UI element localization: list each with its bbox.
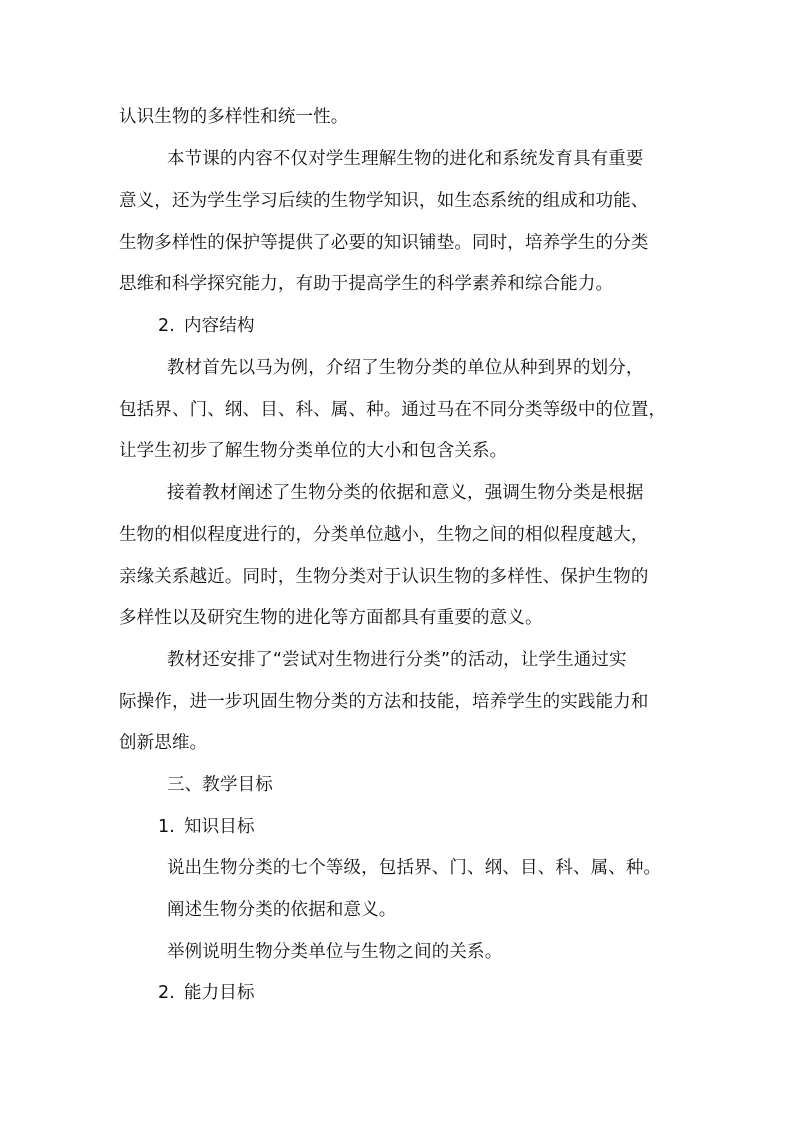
paragraph-line: 生物多样性的保护等提供了必要的知识铺垫。同时，培养学生的分类 — [119, 233, 649, 253]
paragraph-line: 包括界、门、纲、目、科、属、种。通过马在不同分类等级中的位置， — [119, 400, 667, 420]
paragraph-line: 多样性以及研究生物的进化等方面都具有重要的意义。 — [119, 608, 543, 628]
objective-item: 说出生物分类的七个等级，包括界、门、纲、目、科、属、种。 — [167, 858, 662, 878]
paragraph-line: 本节课的内容不仅对学生理解生物的进化和系统发育具有重要 — [167, 149, 644, 169]
paragraph-line: 让学生初步了解生物分类单位的大小和包含关系。 — [119, 441, 508, 461]
paragraph-line: 际操作，进一步巩固生物分类的方法和技能，培养学生的实践能力和 — [119, 692, 649, 712]
heading-number: 2. — [158, 983, 175, 1003]
paragraph-line: 意义，还为学生学习后续的生物学知识，如生态系统的组成和功能、 — [119, 191, 649, 211]
heading-text: 内容结构 — [184, 316, 255, 336]
paragraph-line: 教材还安排了“尝试对生物进行分类”的活动，让学生通过实 — [167, 650, 627, 670]
paragraph-line: 教材首先以马为例，介绍了生物分类的单位从种到界的划分， — [167, 358, 644, 378]
heading-number: 2. — [158, 316, 175, 336]
paragraph-line: 接着教材阐述了生物分类的依据和意义，强调生物分类是根据 — [167, 483, 644, 503]
paragraph-line: 认识生物的多样性和统一性。 — [119, 107, 349, 127]
paragraph-line: 生物的相似程度进行的，分类单位越小，生物之间的相似程度越大， — [119, 525, 649, 545]
heading-text: 知识目标 — [184, 817, 255, 837]
objective-item: 阐述生物分类的依据和意义。 — [167, 900, 397, 920]
heading-text: 能力目标 — [184, 983, 255, 1003]
paragraph-line: 思维和科学探究能力，有助于提高学生的科学素养和综合能力。 — [119, 274, 614, 294]
subsection-heading — [158, 981, 255, 1005]
paragraph-line: 创新思维。 — [119, 733, 208, 753]
heading-number: 1. — [158, 817, 175, 837]
subsection-heading — [158, 815, 255, 839]
objective-item: 举例说明生物分类单位与生物之间的关系。 — [167, 942, 503, 962]
paragraph-line: 亲缘关系越近。同时，生物分类对于认识生物的多样性、保护生物的 — [119, 567, 649, 587]
section-heading: 三、教学目标 — [167, 775, 273, 795]
section-heading — [158, 314, 255, 338]
